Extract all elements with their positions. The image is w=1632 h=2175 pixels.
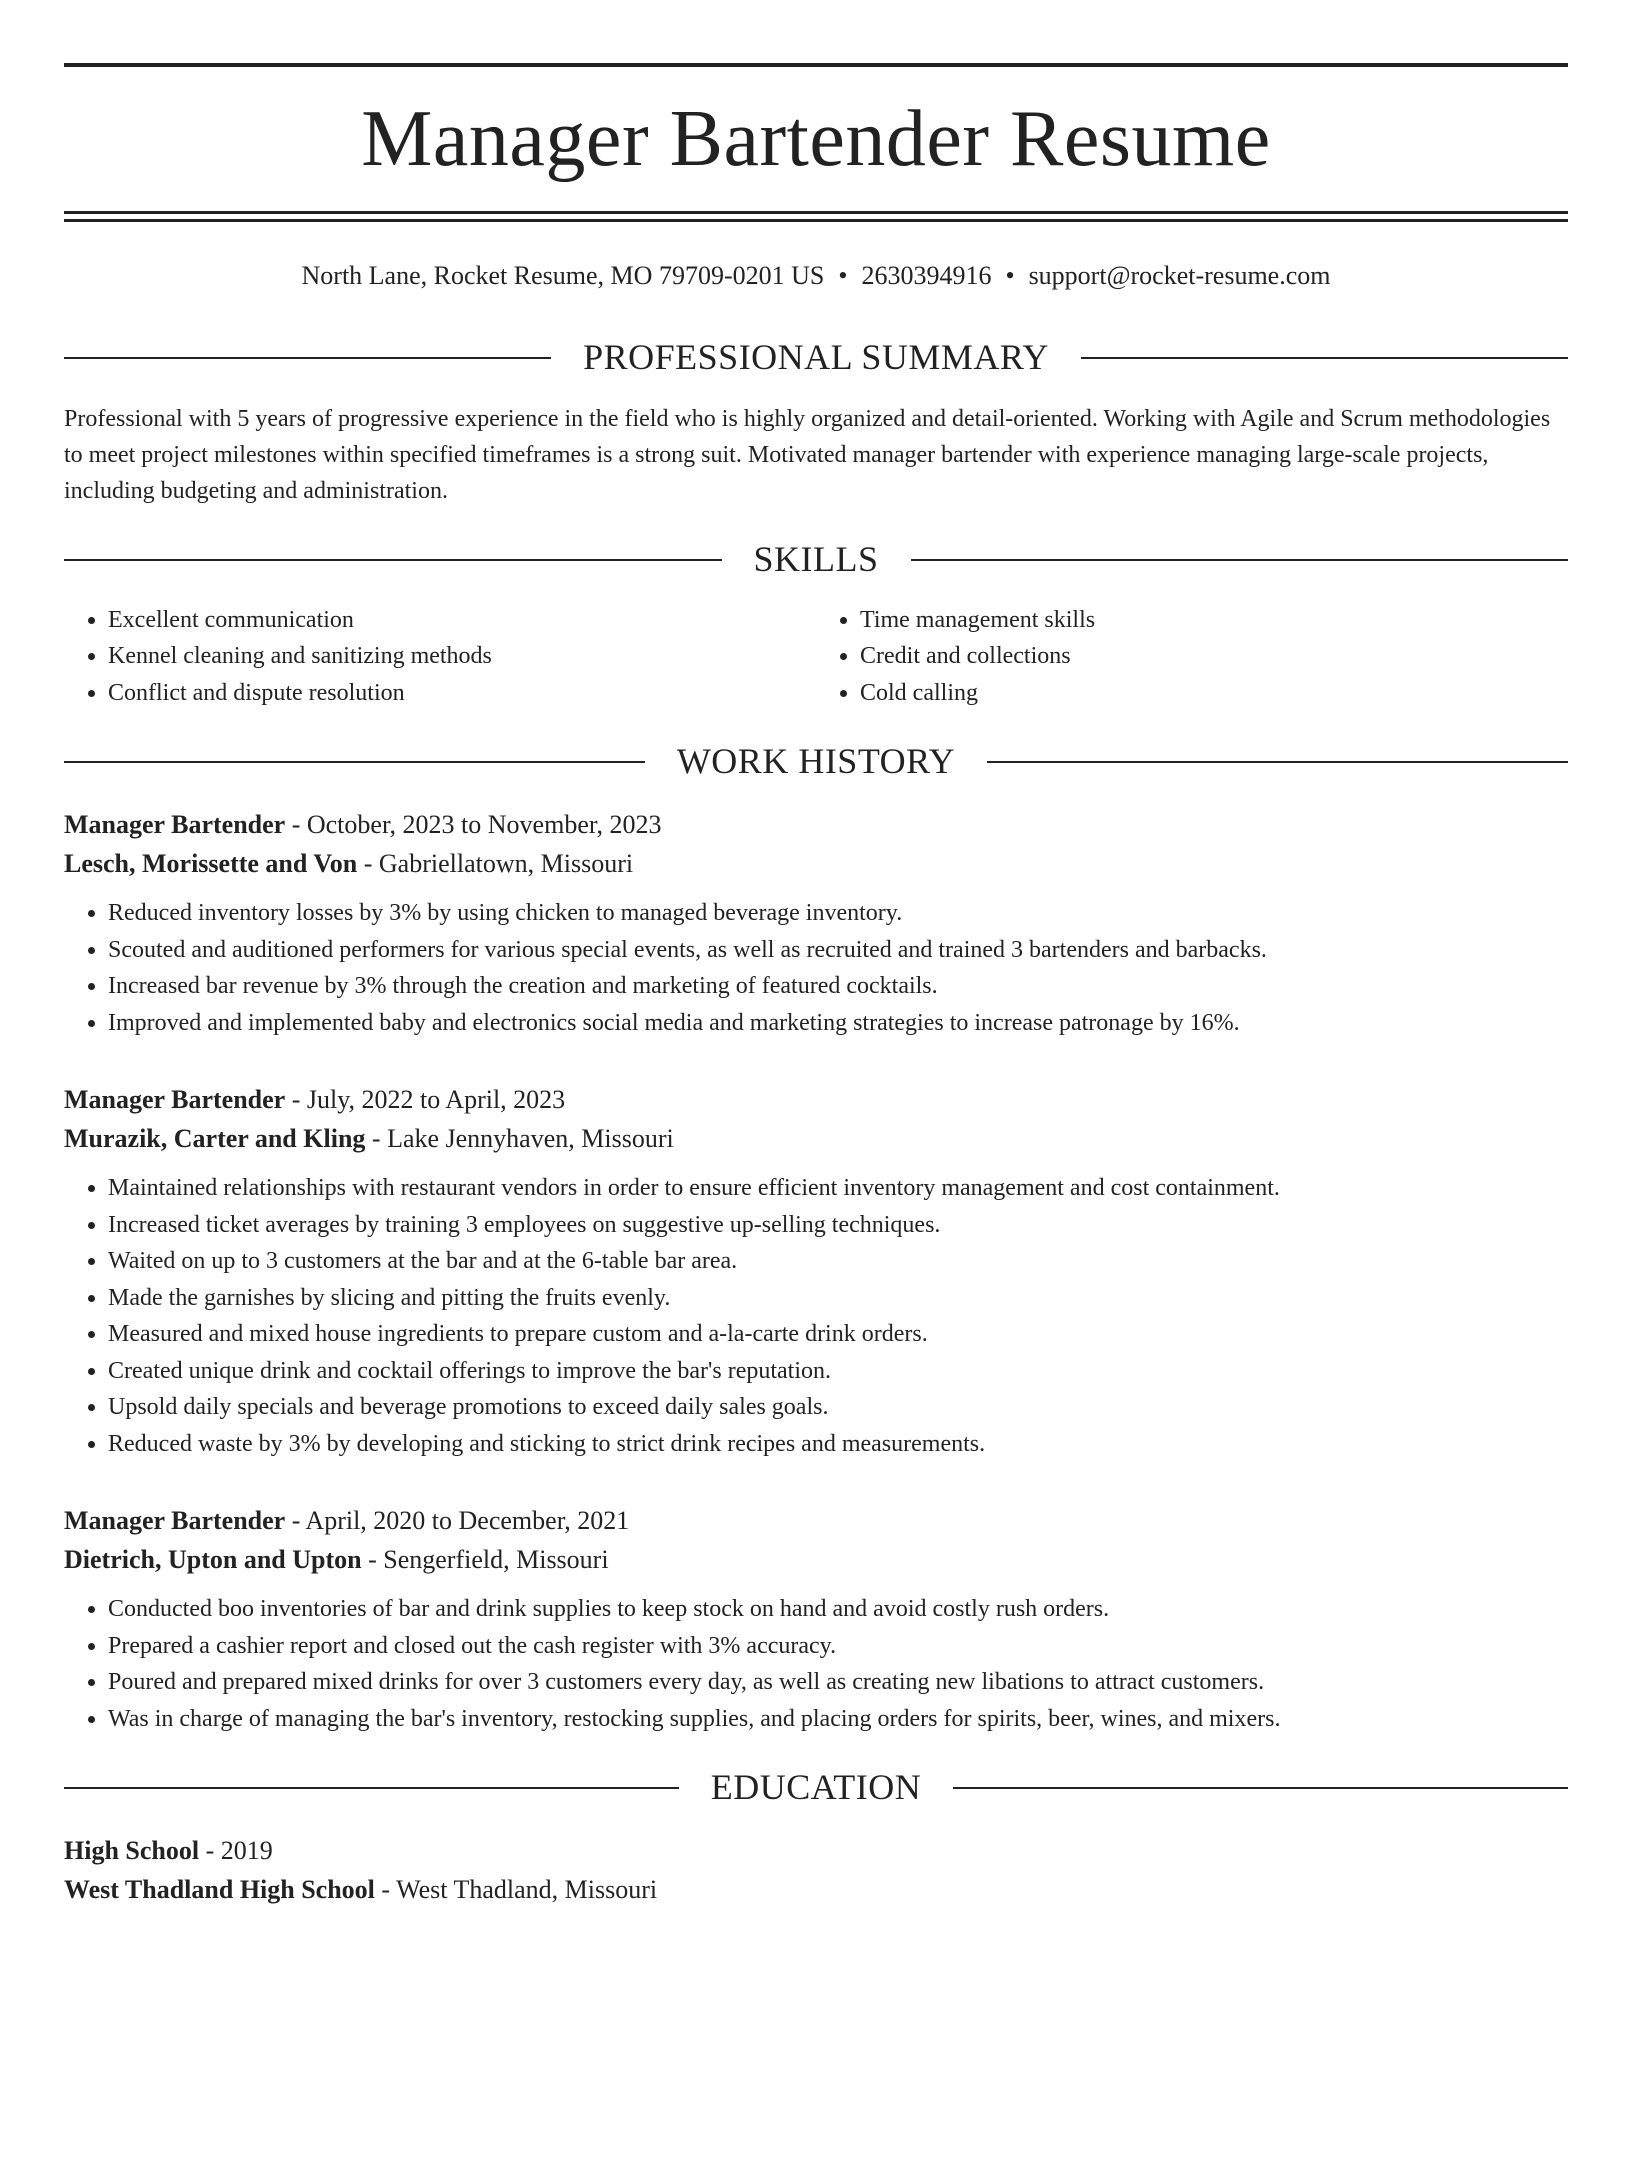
job-location: - Sengerfield, Missouri: [361, 1545, 609, 1575]
job-company-line: [64, 1119, 1568, 1158]
resume-page: [0, 63, 1632, 2175]
job-company: Dietrich, Upton and Upton: [64, 1545, 362, 1575]
job-title: Manager Bartender: [64, 1506, 286, 1536]
section-rule-right: [953, 1787, 1568, 1789]
duty-item: • Was in charge of managing the bar's inventory, restocking supplies, and placing orders for spirits, beer, wines, and mixers.: [108, 1701, 1568, 1738]
section-header-education: [64, 1766, 1568, 1809]
job-dates: - October, 2023 to November, 2023: [285, 810, 662, 840]
skills-column-left: [64, 602, 816, 712]
section-title-skills: SKILLS: [753, 539, 879, 580]
education-degree-line: [64, 1831, 1568, 1870]
education-school: West Thadland High School: [64, 1875, 375, 1905]
job-company-line: [64, 1540, 1568, 1579]
duty-item: • Measured and mixed house ingredients to prepare custom and a-la-carte drink orders.: [108, 1316, 1568, 1353]
education-degree: High School: [64, 1836, 200, 1866]
duty-item: • Made the garnishes by slicing and pitting the fruits evenly.: [108, 1280, 1568, 1317]
contact-email: support@rocket-resume.com: [1028, 261, 1331, 290]
section-rule-right: [1081, 357, 1568, 359]
duty-item: • Improved and implemented baby and electronics social media and marketing strategies to increase patronage by 16%.: [108, 1005, 1568, 1042]
section-rule-left: [64, 1787, 679, 1789]
skill-item: • Time management skills: [860, 602, 1568, 639]
section-title-education: EDUCATION: [710, 1767, 922, 1808]
duty-item: • Reduced inventory losses by 3% by using chicken to managed beverage inventory.: [108, 895, 1568, 932]
section-rule-right: [987, 761, 1568, 763]
job-title: Manager Bartender: [64, 810, 286, 840]
duty-item: • Increased ticket averages by training 3 employees on suggestive up-selling techniques.: [108, 1207, 1568, 1244]
duty-item: • Increased bar revenue by 3% through the creation and marketing of featured cocktails.: [108, 968, 1568, 1005]
page-title: Manager Bartender Resume: [361, 95, 1271, 183]
section-rule-left: [64, 761, 645, 763]
job-duties: [64, 1170, 1568, 1462]
contact-separator: •: [1005, 261, 1015, 290]
duty-item: • Prepared a cashier report and closed out the cash register with 3% accuracy.: [108, 1628, 1568, 1665]
section-rule-left: [64, 559, 722, 561]
job-location: - Lake Jennyhaven, Missouri: [365, 1124, 674, 1154]
duty-item: • Maintained relationships with restaurant vendors in order to ensure efficient inventory management and cost containment.: [108, 1170, 1568, 1207]
title-double-rule: [64, 211, 1568, 222]
summary-text: Professional with 5 years of progressive experience in the field who is highly organized and detail-oriented. Working with Agile and Scrum methodologies to meet project milestones within specified timeframes is a strong suit. Motivated manager bartender with experience managing large-scale projects, including budgeting and administration.: [64, 406, 1551, 505]
skill-item: • Conflict and dispute resolution: [108, 675, 816, 712]
job-entry: [64, 805, 1568, 1041]
section-rule-right: [911, 559, 1569, 561]
education-year: - 2019: [199, 1836, 273, 1866]
job-company: Murazik, Carter and Kling: [64, 1124, 366, 1154]
duty-item: • Reduced waste by 3% by developing and sticking to strict drink recipes and measurements.: [108, 1426, 1568, 1463]
job-title: Manager Bartender: [64, 1085, 286, 1115]
duty-item: • Upsold daily specials and beverage promotions to exceed daily sales goals.: [108, 1389, 1568, 1426]
contact-separator: •: [838, 261, 848, 290]
skill-item: • Credit and collections: [860, 638, 1568, 675]
contact-phone: 2630394916: [861, 261, 992, 290]
section-title-work: WORK HISTORY: [676, 741, 956, 782]
skill-item: • Excellent communication: [108, 602, 816, 639]
job-duties: [64, 895, 1568, 1041]
job-dates: - July, 2022 to April, 2023: [285, 1085, 566, 1115]
section-header-skills: [64, 538, 1568, 581]
education-location: - West Thadland, Missouri: [374, 1875, 658, 1905]
section-header-work: [64, 740, 1568, 783]
job-dates: - April, 2020 to December, 2021: [285, 1506, 630, 1536]
education-school-line: [64, 1870, 1568, 1909]
job-location: - Gabriellatown, Missouri: [357, 849, 634, 879]
section-title-summary: PROFESSIONAL SUMMARY: [583, 337, 1049, 378]
section-rule-left: [64, 357, 551, 359]
skills-list: [64, 602, 1568, 712]
top-rule: [64, 63, 1568, 67]
duty-item: • Scouted and auditioned performers for various special events, as well as recruited and trained 3 bartenders and barbacks.: [108, 932, 1568, 969]
job-title-line: [64, 1501, 1568, 1540]
duty-item: • Created unique drink and cocktail offerings to improve the bar's reputation.: [108, 1353, 1568, 1390]
job-entry: [64, 1501, 1568, 1737]
contact-address: North Lane, Rocket Resume, MO 79709-0201 US: [301, 261, 825, 290]
job-title-line: [64, 1080, 1568, 1119]
job-entry: [64, 1080, 1568, 1462]
skill-item: • Kennel cleaning and sanitizing methods: [108, 638, 816, 675]
job-company: Lesch, Morissette and Von: [64, 849, 358, 879]
duty-item: • Poured and prepared mixed drinks for over 3 customers every day, as well as creating new libations to attract customers.: [108, 1664, 1568, 1701]
skills-column-right: [816, 602, 1568, 712]
education-entry: [64, 1831, 1568, 1909]
duty-item: • Waited on up to 3 customers at the bar and at the 6-table bar area.: [108, 1243, 1568, 1280]
duty-item: • Conducted boo inventories of bar and drink supplies to keep stock on hand and avoid costly rush orders.: [108, 1591, 1568, 1628]
section-header-summary: [64, 336, 1568, 379]
contact-line: [64, 260, 1568, 291]
skill-item: • Cold calling: [860, 675, 1568, 712]
job-duties: [64, 1591, 1568, 1737]
job-title-line: [64, 805, 1568, 844]
job-company-line: [64, 844, 1568, 883]
